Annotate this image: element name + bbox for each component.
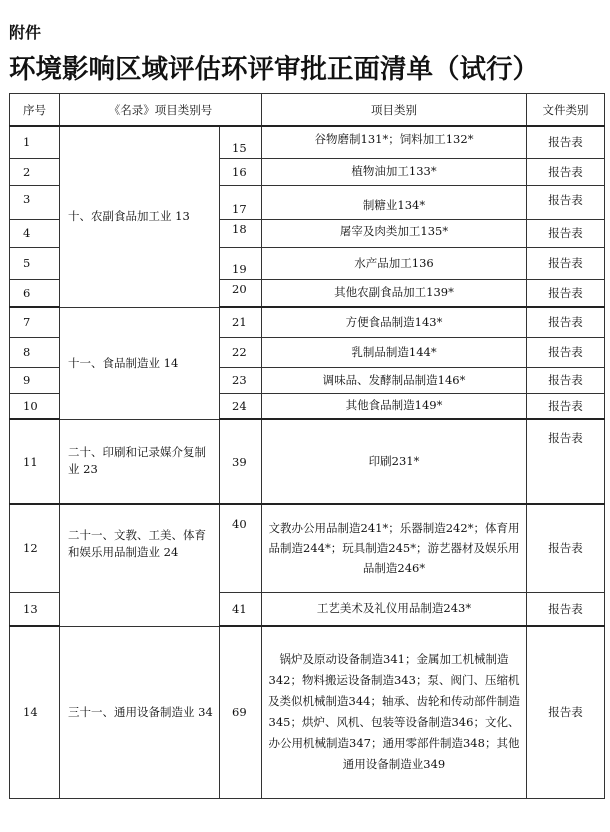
item-category: 锅炉及原动设备制造341；金属加工机械制造342；物料搬运设备制造343；泵、阀门、压缩机及类似机械制造344；轴承、齿轮和传动部件制造345；烘炉、风机、包装等设备制造346；文化、办公用机械制造347；通用零部件制造348；其他通用设备制造业349	[262, 626, 527, 798]
catalog-number: 16	[220, 158, 262, 185]
row-no: 13	[10, 592, 60, 626]
catalog-number: 41	[220, 592, 262, 626]
catalog-number: 23	[220, 367, 262, 393]
doc-type: 报告表	[527, 626, 605, 798]
catalog-number: 19	[220, 247, 262, 279]
item-category: 方便食品制造143*	[262, 307, 527, 337]
catalog-number: 24	[220, 393, 262, 419]
item-category: 水产品加工136	[262, 247, 527, 279]
catalog-number: 40	[220, 504, 262, 592]
item-category: 文教办公用品制造241*；乐器制造242*；体育用品制造244*；玩具制造245*；游艺器材及娱乐用品制造246*	[262, 504, 527, 592]
row-no: 6	[10, 279, 60, 307]
item-category: 其他农副食品加工139*	[262, 279, 527, 307]
table-row	[10, 307, 605, 337]
item-category: 屠宰及肉类加工135*	[262, 219, 527, 247]
row-no: 8	[10, 337, 60, 367]
doc-type: 报告表	[527, 126, 605, 158]
catalog-number: 15	[220, 126, 262, 158]
row-no: 5	[10, 247, 60, 279]
page-title: 环境影响区域评估环评审批正面清单（试行）	[9, 54, 539, 85]
doc-type: 报告表	[527, 307, 605, 337]
doc-type: 报告表	[527, 419, 605, 504]
catalog-number: 20	[220, 279, 262, 307]
doc-type: 报告表	[527, 393, 605, 419]
doc-type: 报告表	[527, 337, 605, 367]
header-item: 项目类别	[262, 94, 527, 127]
catalog-number: 69	[220, 626, 262, 798]
doc-type: 报告表	[527, 367, 605, 393]
table-row	[10, 504, 605, 592]
table-row	[10, 126, 605, 158]
doc-type: 报告表	[527, 279, 605, 307]
row-no: 10	[10, 393, 60, 419]
doc-type: 报告表	[527, 158, 605, 185]
doc-type: 报告表	[527, 219, 605, 247]
attachment-label: 附件	[9, 23, 42, 42]
header-no: 序号	[10, 94, 60, 127]
row-no: 3	[10, 185, 60, 219]
approval-list-table	[9, 93, 605, 799]
catalog-number: 39	[220, 419, 262, 504]
item-category: 其他食品制造149*	[262, 393, 527, 419]
catalog-group: 十、农副食品加工业 13	[60, 126, 220, 307]
row-no: 11	[10, 419, 60, 504]
header-doc-type: 文件类别	[527, 94, 605, 127]
catalog-group: 十一、食品制造业 14	[60, 307, 220, 419]
row-no: 7	[10, 307, 60, 337]
catalog-number: 17	[220, 185, 262, 219]
item-category: 调味品、发酵制品制造146*	[262, 367, 527, 393]
catalog-number: 18	[220, 219, 262, 247]
catalog-number: 22	[220, 337, 262, 367]
item-category: 制糖业134*	[262, 185, 527, 219]
row-no: 1	[10, 126, 60, 158]
table-row	[10, 419, 605, 504]
catalog-group: 二十一、文教、工美、体育和娱乐用品制造业 24	[60, 504, 220, 626]
item-category: 工艺美术及礼仪用品制造243*	[262, 592, 527, 626]
doc-type: 报告表	[527, 504, 605, 592]
row-no: 2	[10, 158, 60, 185]
header-catalog: 《名录》项目类别号	[60, 94, 262, 127]
doc-type: 报告表	[527, 247, 605, 279]
table-row	[10, 626, 605, 798]
item-category: 谷物磨制131*；饲料加工132*	[262, 126, 527, 158]
catalog-group: 二十、印刷和记录媒介复制业 23	[60, 419, 220, 504]
item-category: 植物油加工133*	[262, 158, 527, 185]
row-no: 4	[10, 219, 60, 247]
row-no: 9	[10, 367, 60, 393]
row-no: 12	[10, 504, 60, 592]
catalog-group: 三十一、通用设备制造业 34	[60, 626, 220, 798]
item-category: 乳制品制造144*	[262, 337, 527, 367]
catalog-number: 21	[220, 307, 262, 337]
doc-type: 报告表	[527, 185, 605, 219]
row-no: 14	[10, 626, 60, 798]
table-header-row	[10, 94, 605, 127]
doc-type: 报告表	[527, 592, 605, 626]
item-category: 印刷231*	[262, 419, 527, 504]
